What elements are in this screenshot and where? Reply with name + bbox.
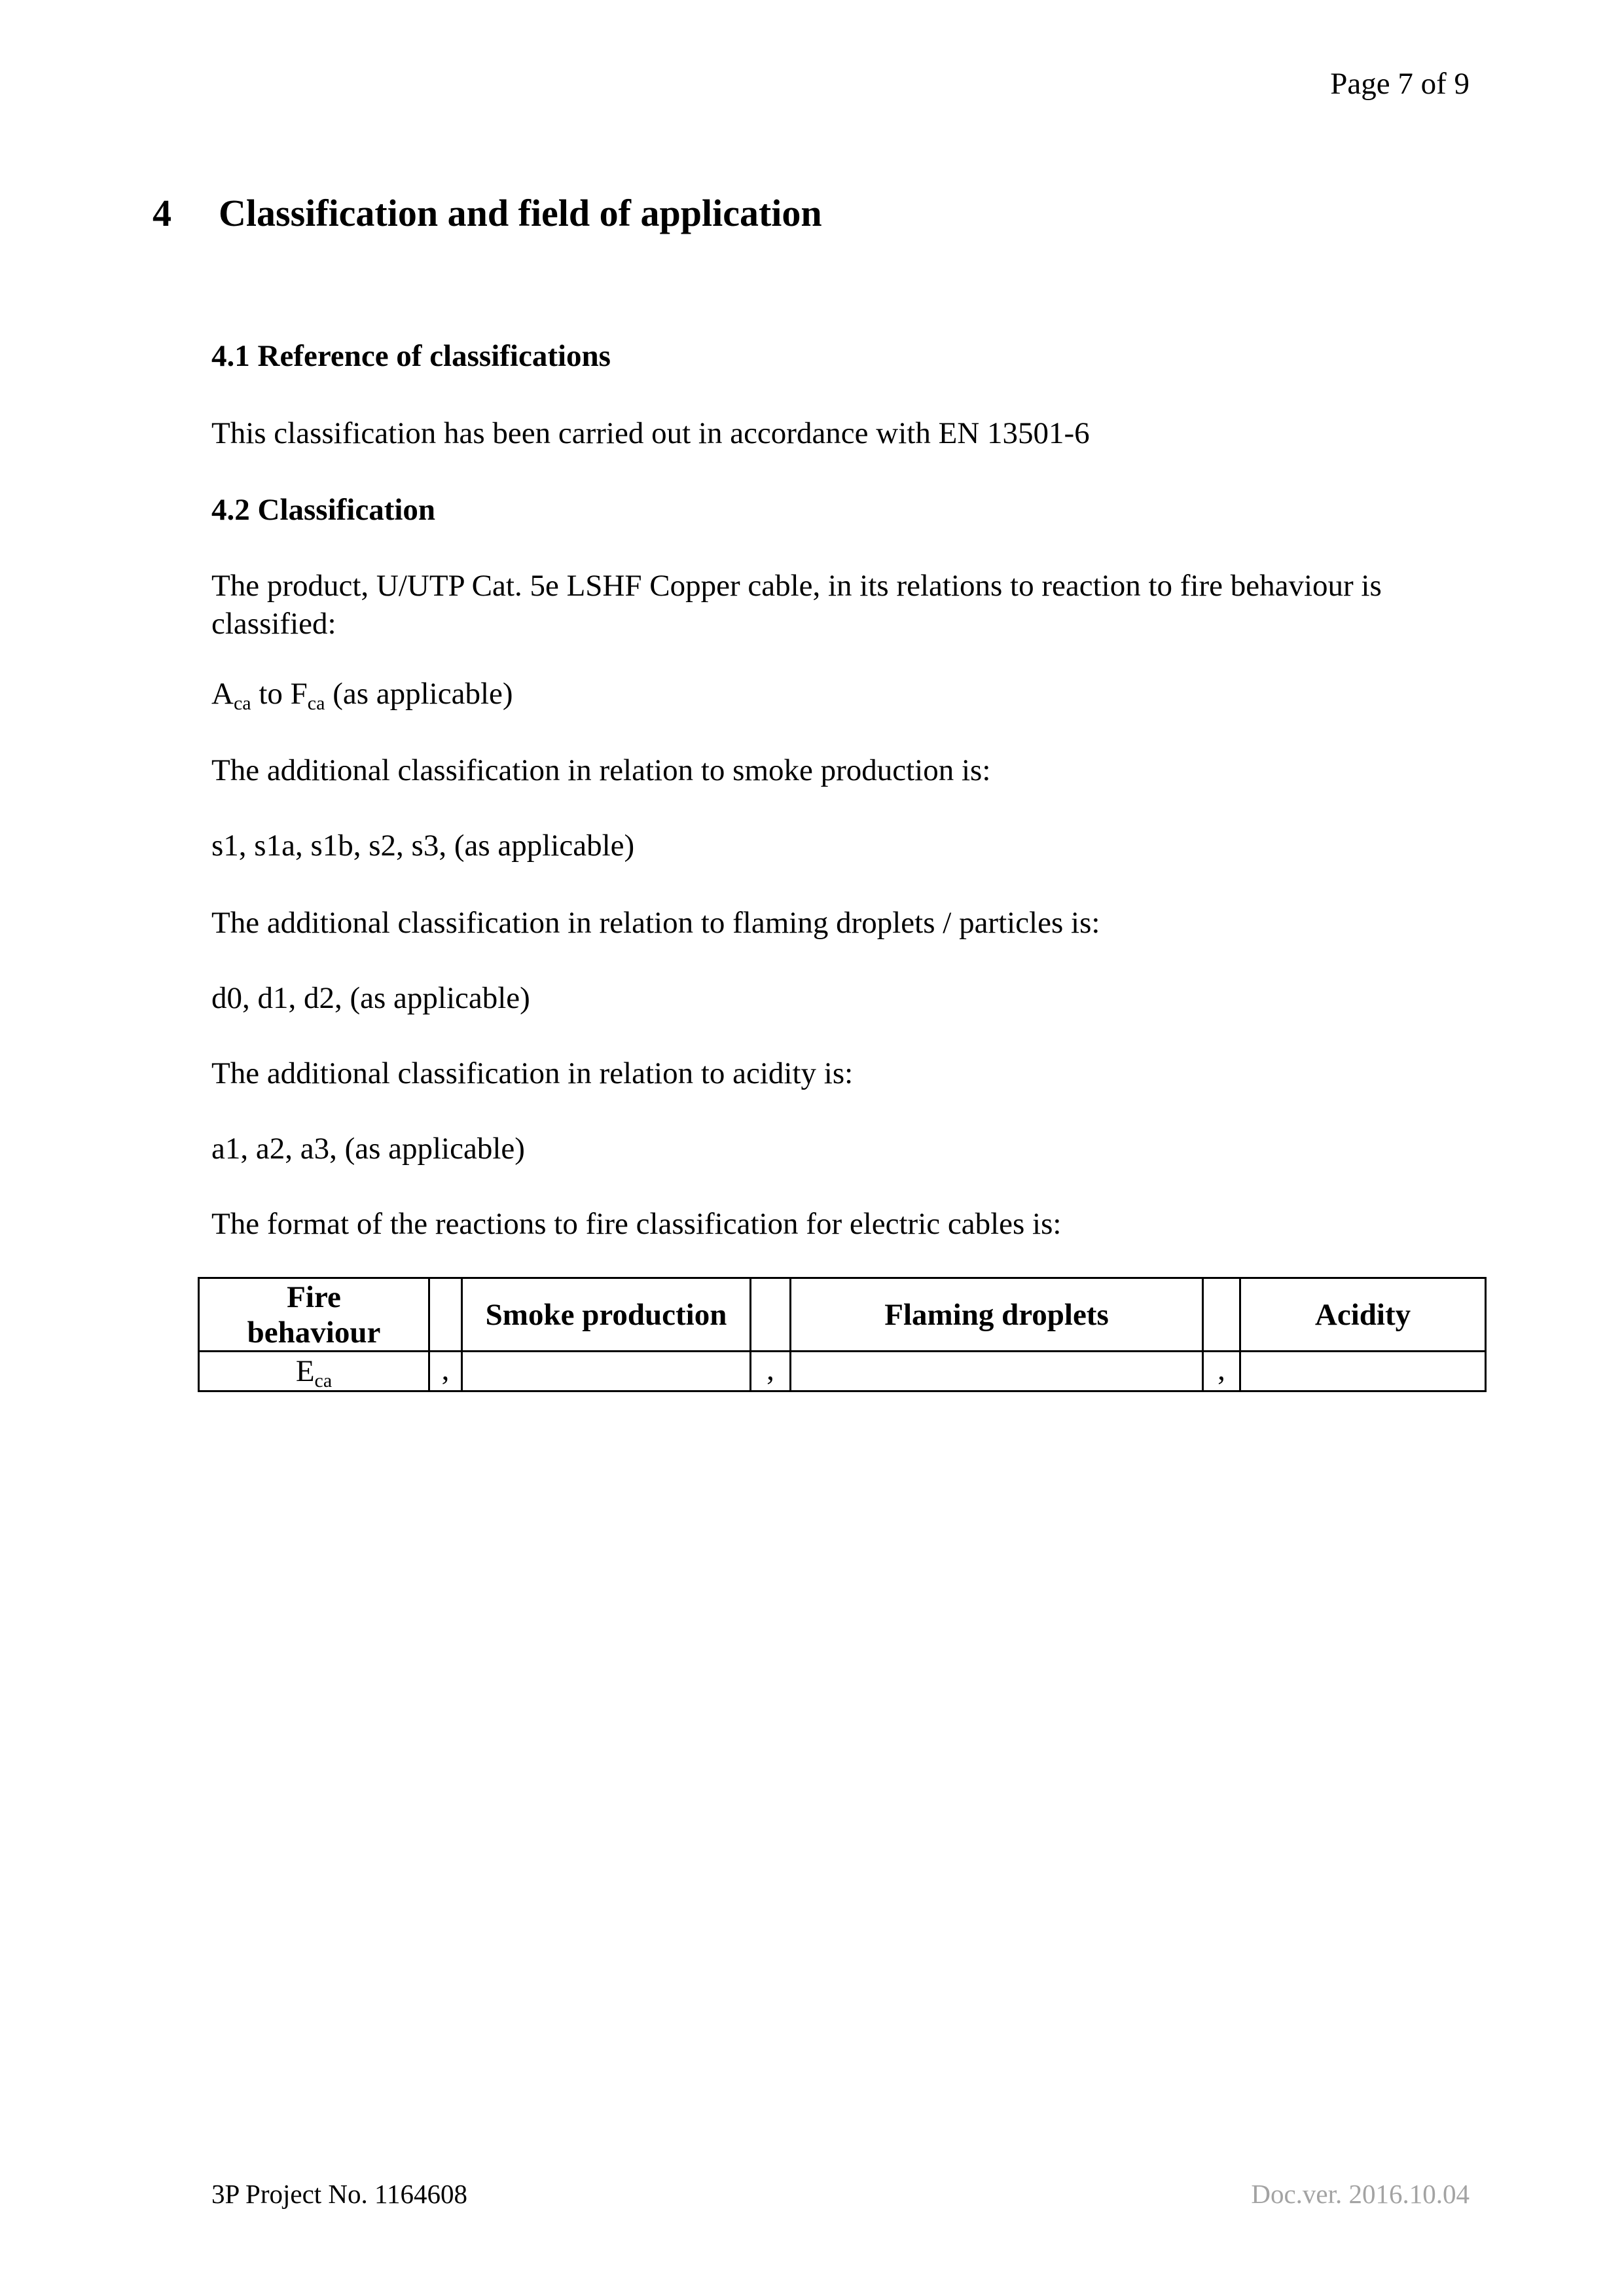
class-suffix-text: (as applicable): [325, 677, 513, 711]
table-header-separator-1: [429, 1278, 462, 1352]
paragraph-product-classified: The product, U/UTP Cat. 5e LSHF Copper cable, in its relations to reaction to fire behaviour is classified:: [211, 569, 1382, 641]
table-cell-fire-class: [199, 1352, 429, 1391]
line-acidity-values: a1, a2, a3, (as applicable): [211, 1132, 525, 1166]
class-from-letter: A: [211, 677, 234, 711]
fire-class-subscript: ca: [314, 1370, 333, 1391]
paragraph-smoke-intro: The additional classification in relation to smoke production is:: [211, 753, 991, 787]
table-cell-flaming-value: [791, 1352, 1203, 1391]
table-header-flaming-droplets: Flaming droplets: [791, 1278, 1203, 1352]
class-to-text: to: [251, 677, 291, 711]
class-to-subscript: ca: [307, 692, 325, 714]
section-heading: [153, 190, 822, 236]
table-header-fire-behaviour: Fire behaviour: [199, 1278, 429, 1352]
classification-table: [198, 1277, 1487, 1392]
subsection-title-4-1: 4.1 Reference of classifications: [211, 339, 611, 373]
line-smoke-values: s1, s1a, s1b, s2, s3, (as applicable): [211, 829, 635, 863]
paragraph-acidity-intro: The additional classification in relation to acidity is:: [211, 1056, 854, 1090]
line-droplets-values: d0, d1, d2, (as applicable): [211, 981, 530, 1015]
class-to-letter: F: [290, 677, 308, 711]
class-from-subscript: ca: [233, 692, 251, 714]
footer-doc-version: Doc.ver. 2016.10.04: [1251, 2179, 1470, 2209]
table-header-smoke-production: Smoke production: [462, 1278, 751, 1352]
table-data-row: [199, 1352, 1486, 1391]
line-classification-range: [211, 675, 1478, 713]
page-number: Page 7 of 9: [1330, 67, 1470, 101]
table-header-separator-2: [751, 1278, 791, 1352]
paragraph-reference: This classification has been carried out in accordance with EN 13501-6: [211, 416, 1090, 450]
comma-separator-cell-3: ,: [1203, 1352, 1240, 1391]
footer-project-number: 3P Project No. 1164608: [211, 2179, 468, 2209]
comma-separator-cell-1: ,: [429, 1352, 462, 1391]
paragraph-droplets-intro: The additional classification in relation to flaming droplets / particles is:: [211, 906, 1100, 940]
table-cell-acidity-value: [1240, 1352, 1486, 1391]
table-header-separator-3: [1203, 1278, 1240, 1352]
section-number: 4: [153, 192, 171, 234]
subsection-title-4-2: 4.2 Classification: [211, 493, 436, 527]
section-title: Classification and field of application: [219, 192, 822, 234]
paragraph-format-intro: The format of the reactions to fire classification for electric cables is:: [211, 1207, 1062, 1241]
fire-class-letter: E: [295, 1354, 315, 1388]
table-header-acidity: Acidity: [1240, 1278, 1486, 1352]
table-cell-smoke-value: [462, 1352, 751, 1391]
comma-separator-cell-2: ,: [751, 1352, 791, 1391]
table-header-row: [199, 1278, 1486, 1352]
